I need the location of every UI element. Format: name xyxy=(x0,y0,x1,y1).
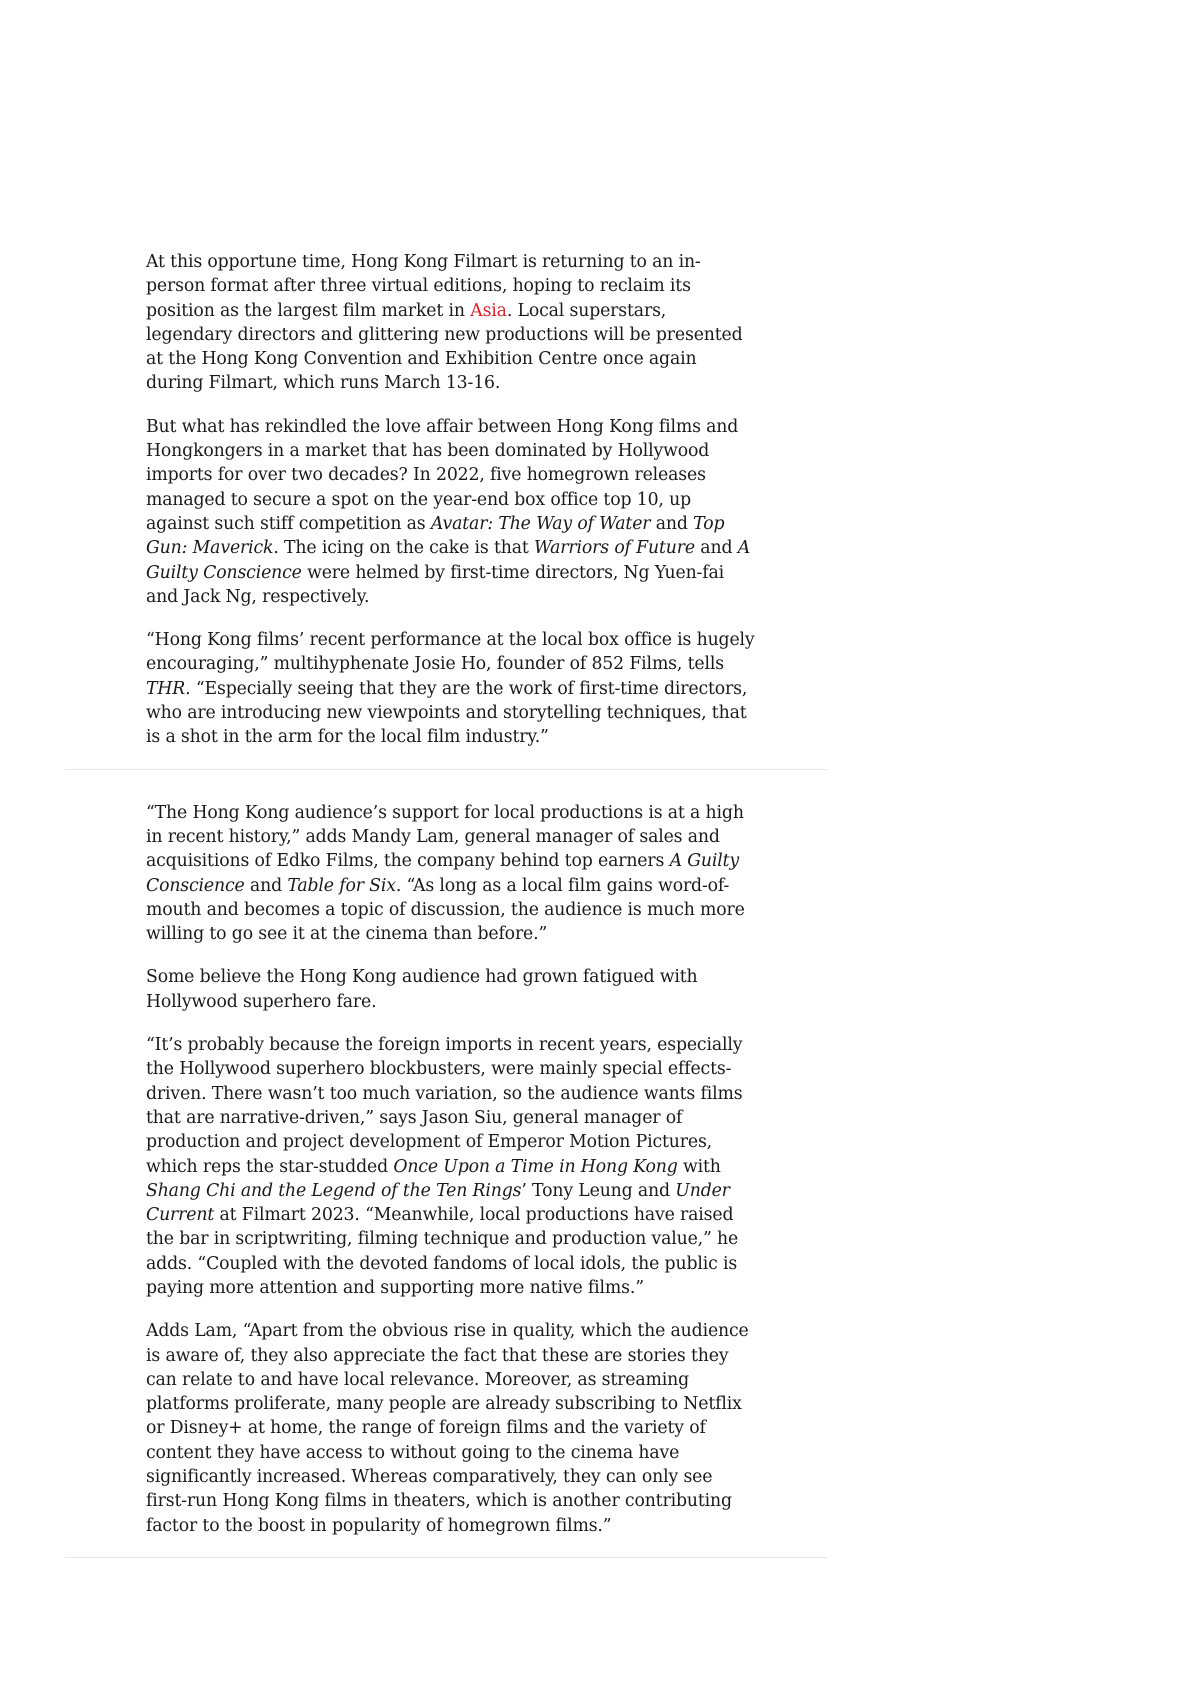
text: “It’s probably because the foreign imports in recent years, especially the Hollywood superhero blockbusters, were mainly special effects-driven. There wasn’t too much variation, so the audience wants films that are narrative-driven,” says Jason Siu, general manager of production and project development of Emperor Motion Pictures, which reps the star-studded xyxy=(146,1035,743,1177)
text: and xyxy=(694,538,738,559)
film-title: A Guilty Conscience xyxy=(146,538,751,583)
text: . “As long as a local film gains word-of-mouth and becomes a topic of discussion, the audience is much more willing to go see it at the cinema than before.” xyxy=(146,875,745,945)
asia-link[interactable]: Asia xyxy=(470,300,507,321)
film-title: Table for Six xyxy=(287,875,396,896)
text: “The Hong Kong audience’s support for local productions is at a high in recent history,” adds Mandy Lam, general manager of sales and acquisitions of Edko Films, the company behind top earners xyxy=(146,802,744,872)
text: . Local superstars, legendary directors and glittering new productions will be presented at the Hong Kong Convention and Exhibition Centre once again during Filmart, which runs March 13-16. xyxy=(146,300,743,394)
text: But what has rekindled the love affair between Hong Kong films and Hongkongers in a market that has been dominated by Hollywood imports for over two decades? In 2022, five homegrown releases managed to secure a spot on the year-end box office top 10, up against such stiff competition as xyxy=(146,416,739,534)
article-body xyxy=(146,250,756,1558)
text: at Filmart 2023. “Meanwhile, local productions have raised the bar in scriptwriting, filming technique and production value,” he adds. “Coupled with the devoted fandoms of local idols, the public is paying more attention and supporting more native films.” xyxy=(146,1205,739,1298)
text: ’ Tony Leung and xyxy=(521,1180,676,1201)
text: and xyxy=(650,513,694,534)
paragraph-jason-siu-quote xyxy=(146,1033,756,1300)
paragraph-filmart-return xyxy=(146,250,756,396)
publication-name: THR xyxy=(146,678,186,699)
text: and xyxy=(244,875,288,896)
text: with xyxy=(677,1156,721,1177)
film-title: Shang Chi and the Legend of the Ten Rings xyxy=(146,1180,522,1201)
film-title: Top Gun: Maverick xyxy=(146,513,725,559)
film-title: A Guilty Conscience xyxy=(146,851,740,896)
paragraph-mandy-lam-quote xyxy=(146,801,756,947)
film-title: Warriors of Future xyxy=(534,538,695,559)
text: Some believe the Hong Kong audience had grown fatigued with Hollywood superhero fare. xyxy=(146,967,698,1012)
text: At this opportune time, Hong Kong Filmart is returning to an in-person format after three virtual editions, hoping to reclaim its position as the largest film market in xyxy=(146,252,701,321)
film-title: Once Upon a Time in Hong Kong xyxy=(393,1156,678,1177)
paragraph-josie-ho-quote xyxy=(146,628,756,749)
text: . “Especially seeing that they are the work of first-time directors, who are introducing new viewpoints and storytelling techniques, that is a shot in the arm for the local film industry.” xyxy=(146,678,748,748)
text: were helmed by first-time directors, Ng Yuen-fai and Jack Ng, respectively. xyxy=(146,562,725,607)
section-divider xyxy=(65,1557,827,1558)
film-title: Under Current xyxy=(146,1180,730,1226)
text: “Hong Kong films’ recent performance at the local box office is hugely encouraging,” multihyphenate Josie Ho, founder of 852 Films, tells xyxy=(146,630,755,675)
paragraph-lam-streaming-quote xyxy=(146,1319,756,1538)
paragraph-love-affair xyxy=(146,415,756,609)
paragraph-superhero-fatigue xyxy=(146,965,756,1014)
film-title: Avatar: The Way of Water xyxy=(430,513,651,534)
text: Adds Lam, “Apart from the obvious rise in quality, which the audience is aware of, they also appreciate the fact that these are stories they can relate to and have local relevance. Moreover, as streaming platforms proliferate, many people are already subscribing to Netflix or Disney+ at home, the range of foreign films and the variety of content they have access to without going to the cinema have significantly increased. Whereas comparatively, they can only see first-run Hong Kong films in theaters, which is another contributing factor to the boost in popularity of homegrown films.” xyxy=(146,1321,749,1536)
text: . The icing on the cake is that xyxy=(273,538,535,559)
section-divider xyxy=(65,769,827,770)
